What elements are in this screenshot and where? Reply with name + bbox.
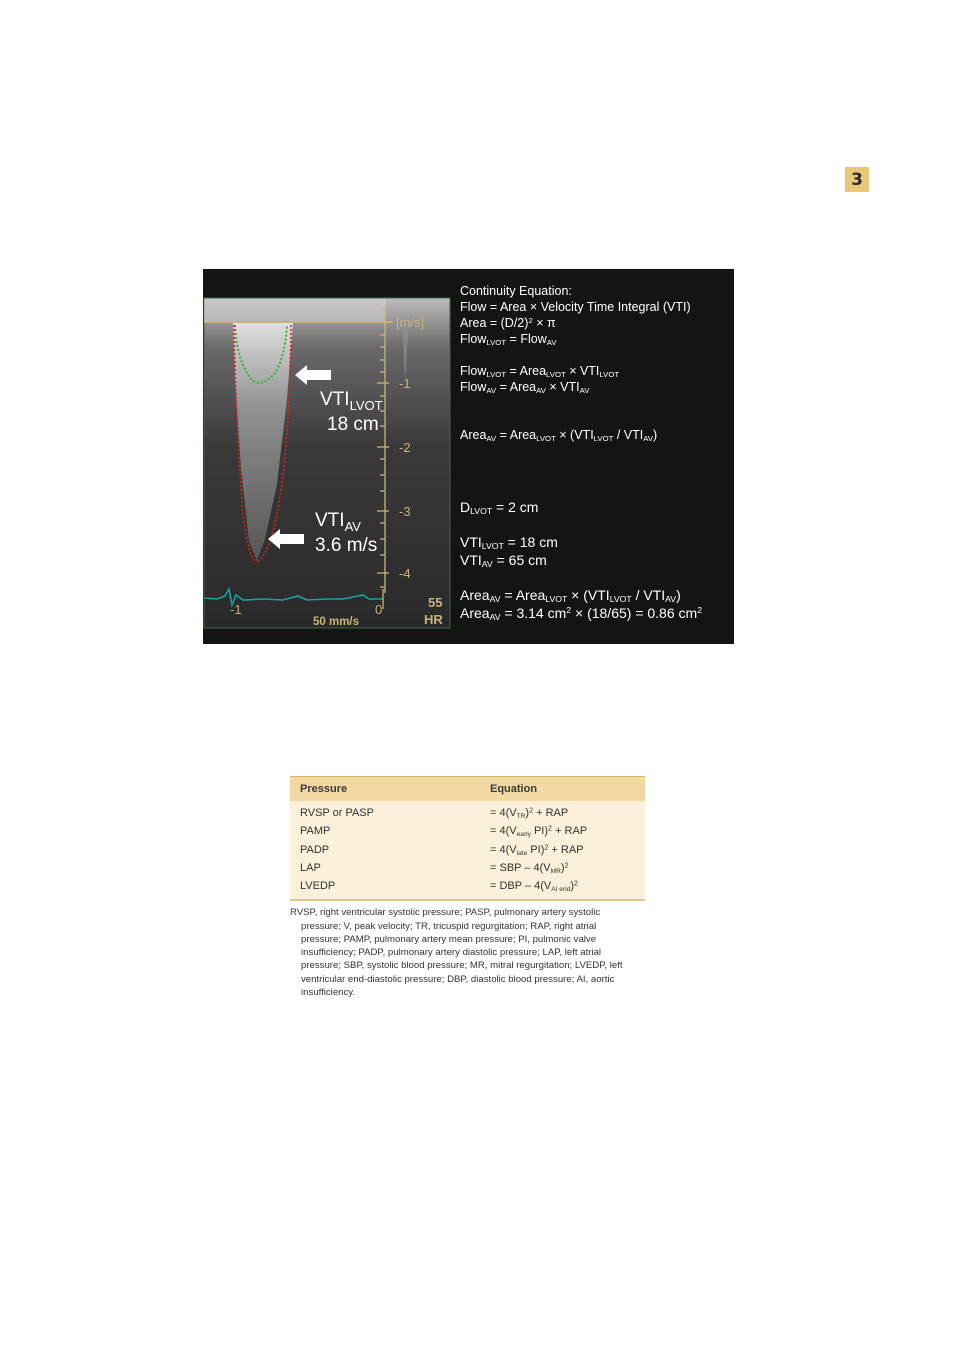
table-row [290,822,645,840]
equation-flow-equality: Flow$_{LVOT}$ = Flow$_{AV}$ [460,332,557,347]
result-area-formula: Area$_{AV}$ = Area$_{LVOT}$ × $(VTI_{LVOT} / VTI_{AV})$ [460,587,681,605]
row-equation: = $4(V_{late}$ PI)$^2$ + RAP [490,843,584,857]
pressure-equation-table [290,776,645,999]
table-header [290,776,645,801]
vti-lvot-value: 18 cm [327,414,379,435]
time-tick-zero: 0 [375,602,383,617]
tick-label-minus-2: -2 [399,440,411,455]
row-equation: = $4(V_{TR})^2$ + RAP [490,806,569,821]
spectral-top-band [204,299,386,323]
value-d-lvot: $D_{LVOT} = 2$ cm [460,499,539,517]
equation-flow-definition: Flow = Area × Velocity Time Integral (VTI) [460,300,691,314]
table-footnote: RVSP, right ventricular systolic pressure; PASP, pulmonary artery systolic pressure; V, peak velocity; TR, tricuspid regurgitation; RAP, right atrial pressure; PAMP, pulmonary artery mean pressure; PI, pulmonic valve insufficiency; PADP, pulmonary artery diastolic pressure; LAP, left atrial pressure; SBP, systolic blood pressure; MR, mitral regurgitation; LVEDP, left ventricular end-diastolic pressure; DBP, diastolic blood pressure; AI, aortic insufficiency. [290,907,623,998]
velocity-unit-label: [m/s] [396,315,425,330]
value-vti-lvot: $VTI_{LVOT} = 18$ cm [460,534,558,552]
vti-av-value: 3.6 m/s [315,535,378,556]
tick-label-minus-3: -3 [399,504,411,519]
row-pressure-name: LAP [300,862,321,875]
header-equation: Equation [490,783,538,795]
page-number-badge: 3 [845,167,869,192]
table-row [290,804,645,822]
row-pressure-name: LVEDP [300,880,336,893]
vti-lvot-label: $VTI_{LVOT}$ [320,389,383,413]
table-row [290,859,645,877]
row-pressure-name: PADP [300,843,330,856]
vti-av-label: $VTI_{AV}$ [315,510,361,534]
row-pressure-name: PAMP [300,825,331,838]
tick-label-minus-4: -4 [399,566,411,581]
row-equation: = $4(V_{early}$ PI)$^2$ + RAP [490,824,588,839]
time-tick-minus-1: -1 [230,602,242,617]
header-pressure: Pressure [300,783,348,795]
row-equation: = DBP – $4(V_{AI end})^2$ [490,879,578,894]
tick-label-minus-1: -1 [399,376,411,391]
continuity-equation-figure [203,269,734,644]
equation-area-av: Area$_{AV}$ = Area$_{LVOT}$ × $(VTI_{LVOT} / VTI_{AV})$ [460,428,658,443]
equation-area-definition: Area = $(D/2)^2 \times \pi$ [460,315,556,330]
heart-rate-value: 55 [428,595,443,610]
row-pressure-name: RVSP or PASP [300,807,374,820]
result-area-value: Area$_{AV}$ = 3.14 $cm^2 \times (18/65) = 0.86$ $cm^2$ [460,605,703,623]
sweep-speed-label: 50 mm/s [313,616,360,628]
table-row [290,841,645,859]
table-body [290,801,645,901]
equation-flow-av: Flow$_{AV}$ = Area$_{AV}$ × $VTI_{AV}$ [460,380,590,395]
equation-title: Continuity Equation: [460,284,572,298]
value-vti-av: $VTI_{AV} = 65$ cm [460,552,547,570]
row-equation: = SBP – $4(V_{MR})^2$ [490,861,569,875]
heart-rate-label: HR [424,612,443,627]
table-row [290,877,645,895]
equation-flow-lvot: Flow$_{LVOT}$ = Area$_{LVOT}$ × $VTI_{LVOT}$ [460,364,620,379]
